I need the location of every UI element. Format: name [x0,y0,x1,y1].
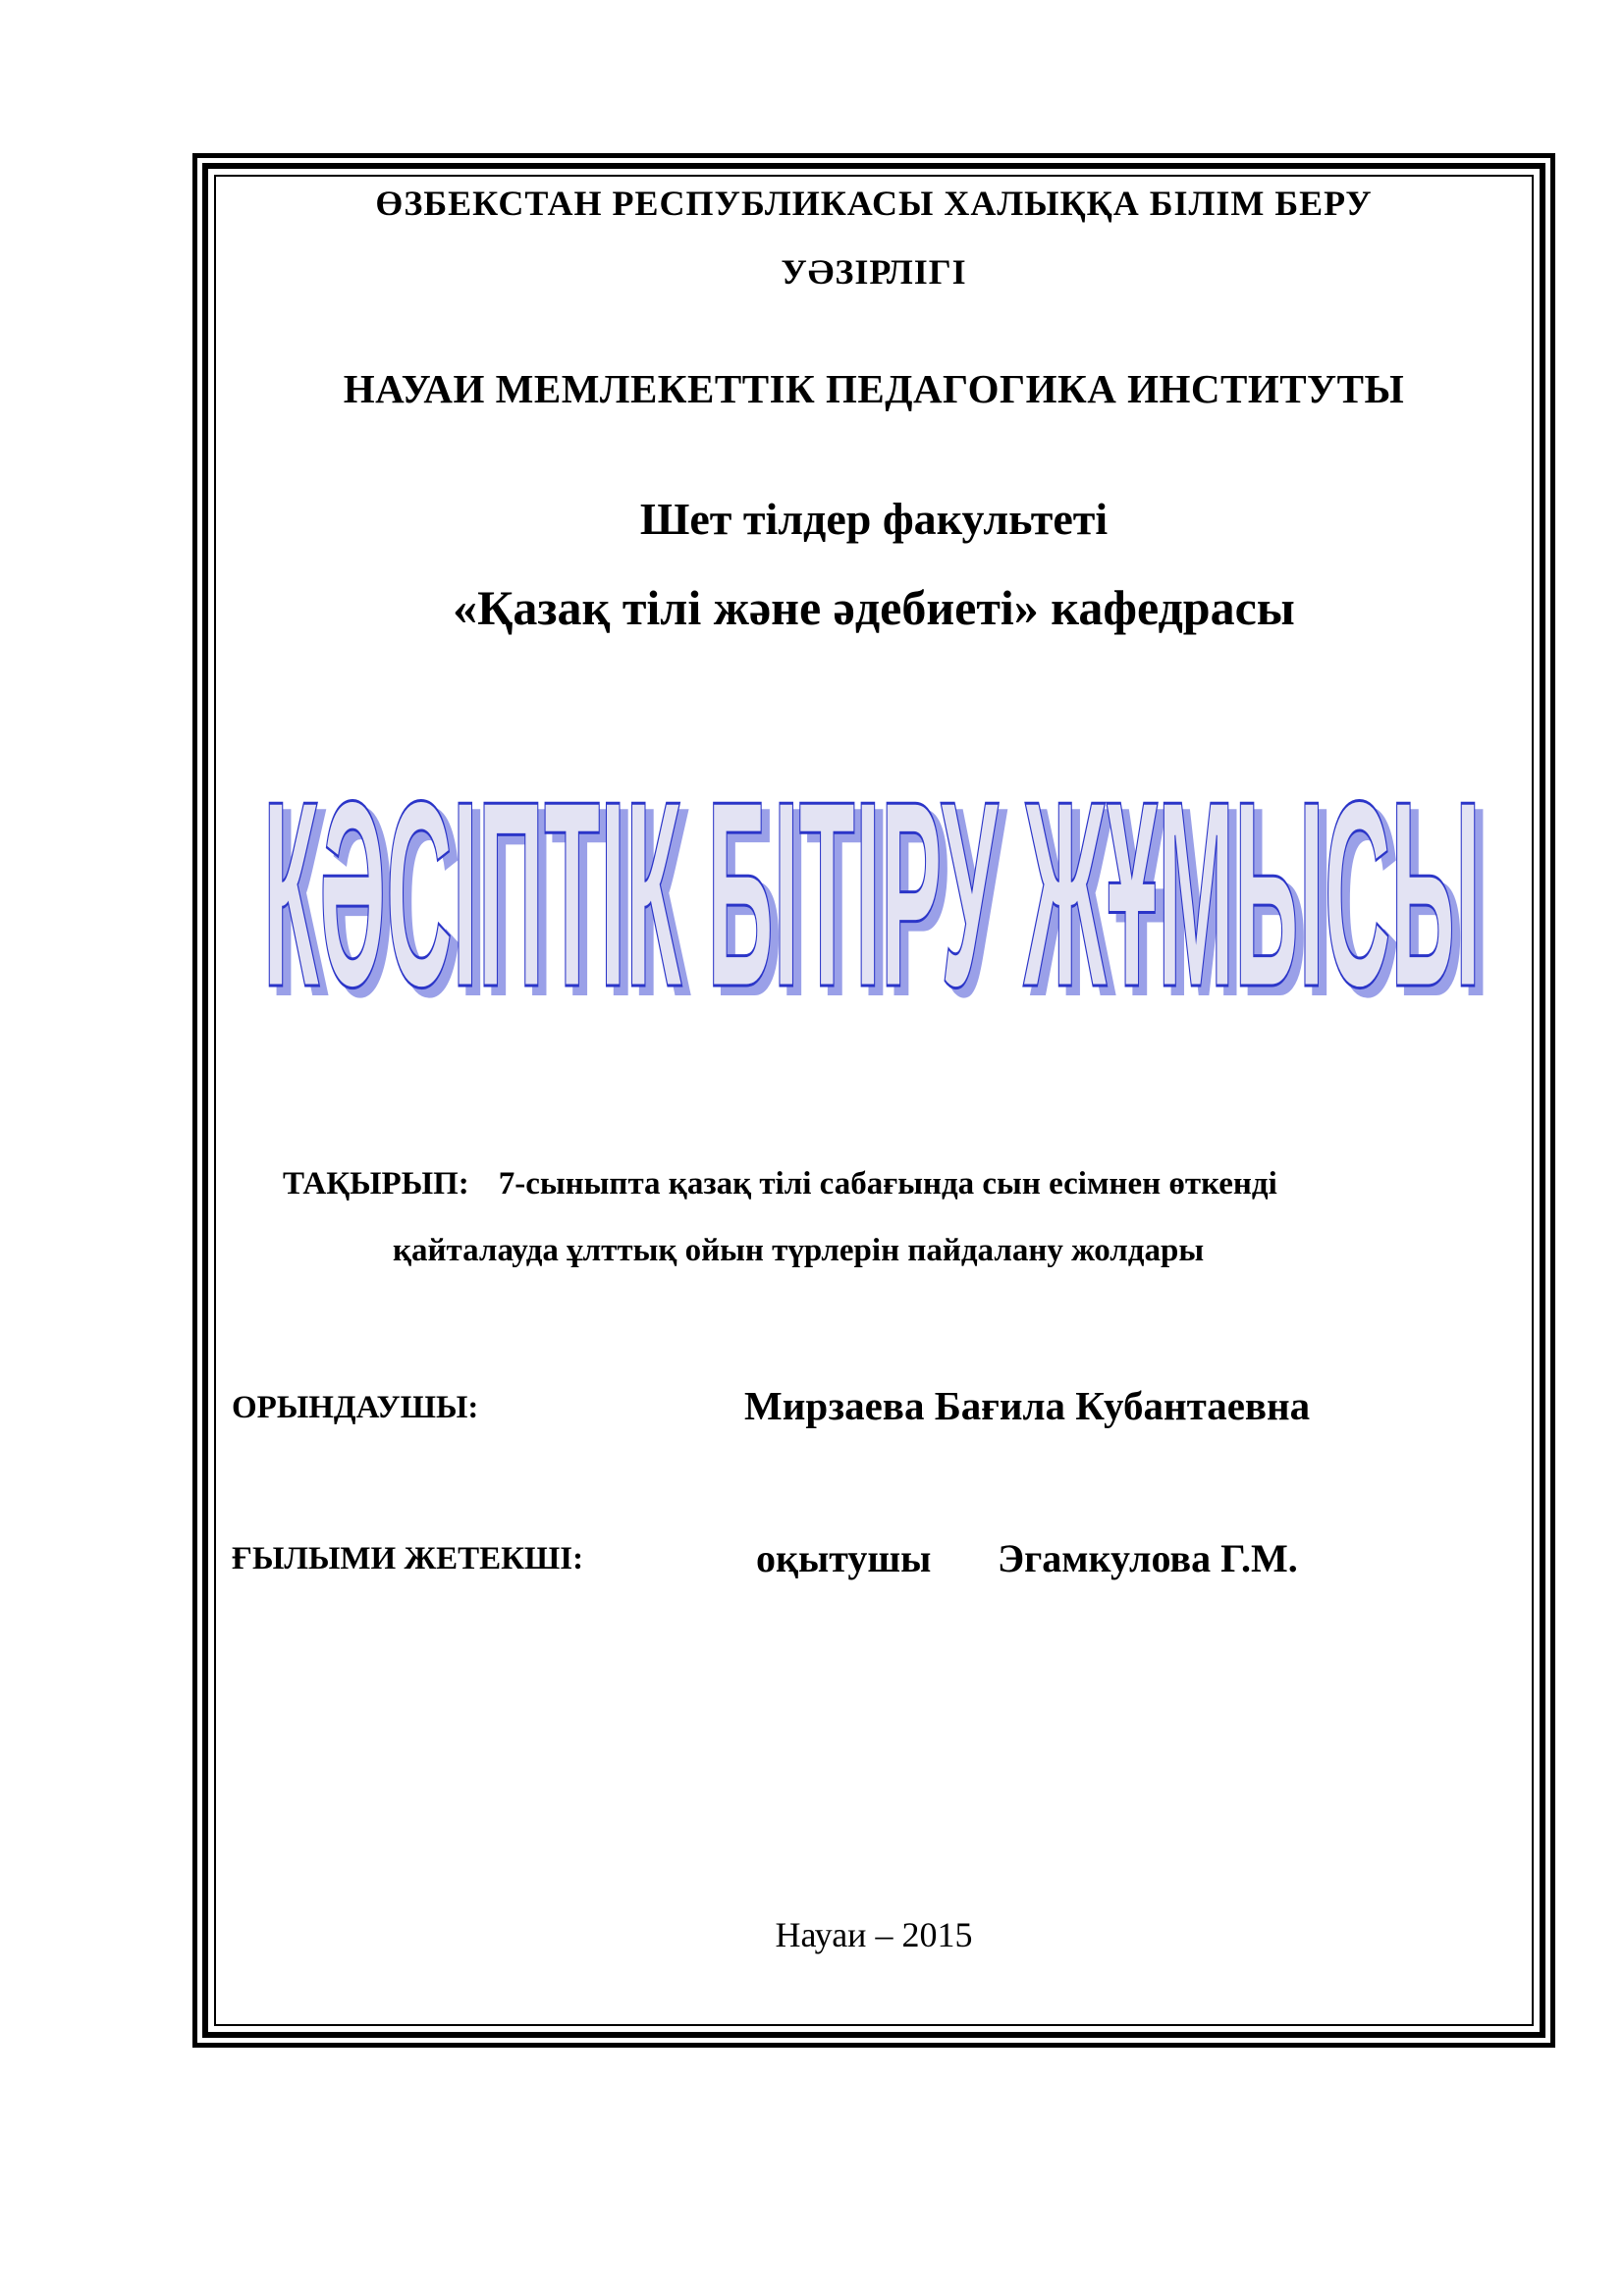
department-name: «Қазақ тілі және әдебиеті» кафедрасы [453,580,1295,635]
supervisor-name: Эгамкулова Г.М. [998,1536,1298,1580]
executor-name: Мирзаева Бағила Кубантаевна [744,1383,1311,1428]
topic-label: ТАҚЫРЫП: [283,1166,469,1201]
work-title-wordart [226,736,1522,1031]
work-title-text: КӘСІПТІК БІТІРУ ЖҰМЫСЫ [263,747,1481,1031]
topic-line-2: қайталауда ұлттық ойын түрлерін пайдалану жолдары [393,1233,1205,1268]
executor-label: ОРЫНДАУШЫ: [232,1390,479,1425]
work-title-shadow: КӘСІПТІК БІТІРУ ЖҰМЫСЫ [271,755,1489,1031]
ministry-line-2: УӘЗІРЛІГІ [781,252,967,292]
page-border-inner [214,175,1534,2026]
topic-line-1 [283,1166,1277,1202]
supervisor-label: ҒЫЛЫМИ ЖЕТЕКШІ: [232,1541,584,1576]
topic-text-1: 7-сыныпта қазақ тілі сабағында сын есімнен өткенді [498,1166,1277,1201]
faculty-name: Шет тілдер факультеті [639,494,1109,544]
supervisor-role: оқытушы [756,1536,932,1580]
institute-name: НАУАИ МЕМЛЕКЕТТІК ПЕДАГОГИКА ИНСТИТУТЫ [343,366,1405,411]
ministry-line-1: ӨЗБЕКСТАН РЕСПУБЛИКАСЫ ХАЛЫҚҚА БІЛІМ БЕРУ [375,184,1373,223]
place-and-year: Науаи – 2015 [775,1915,973,1954]
